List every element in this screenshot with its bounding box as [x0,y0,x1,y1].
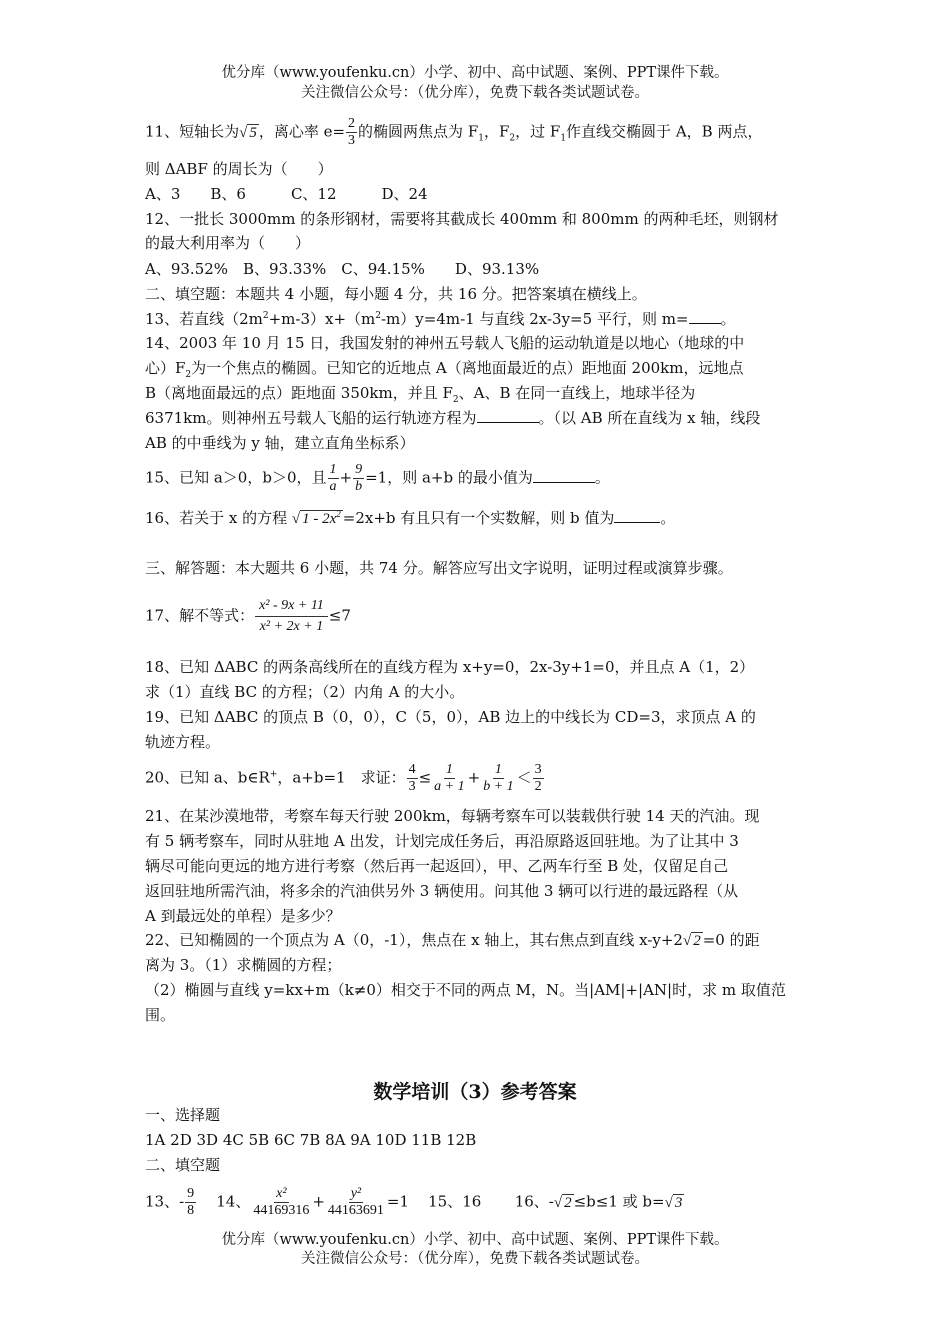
fraction-1-a1: $\frac{1}{a + 1}$ [434,762,465,794]
question-21-line-1: 21、在某沙漠地带，考察车每天行驶 200km，每辆考察车可以装载供行驶 14 天的汽油。现 [145,807,760,825]
question-14-line-2: 心）$F_2$为一个焦点的椭圆。已知它的近地点 A（离地面最近的点）距地面 200km，远地点 [145,359,744,380]
question-22-line-2: 离为 3。（1）求椭圆的方程； [145,956,342,974]
fraction-x2: $\frac{\text{x²}}{44169316}$ [253,1186,310,1218]
footer-line-2: 关注微信公众号：（优分库），免费下载各类试题试卷。 [301,1251,649,1267]
fraction-1-b1: $\frac{1}{b + 1}$ [483,762,514,794]
answers-choices: 1A 2D 3D 4C 5B 6C 7B 8A 9A 10D 11B 12B [145,1131,477,1149]
header-line-1: 优分库（www.youfenku.cn）小学、初中、高中试题、案例、PPT课件下载。 [221,65,729,81]
question-21-line-2: 有 5 辆考察车，同时从驻地 A 出发，计划完成任务后，再沿原路返回驻地。为了让其中 3 [145,832,739,850]
header-line-2: 关注微信公众号：（优分库），免费下载各类试题试卷。 [301,85,649,101]
sqrt-2-answer: √ 2 [553,1194,572,1211]
question-14-line-3: B（离地面最远的点）距地面 350km，并且 $F_2$、A、B 在同一直线上，地球半径为 [145,384,696,405]
answer-blank [614,508,660,523]
footer-line-1: 优分库（www.youfenku.cn）小学、初中、高中试题、案例、PPT课件下载。 [221,1232,729,1248]
fraction-1-a: $\frac{1}{a}$ [329,462,337,494]
question-18-line-2: 求（1）直线 BC 的方程；（2）内角 A 的大小。 [145,683,465,701]
question-11-line-2: 则 ΔABF 的周长为（ ） [145,160,333,178]
question-22-line-4: 围。 [145,1006,176,1024]
answers-fill-in: 13、- $\frac{9}{8}$ 14、 $\frac{\text{x²}}{44169316}$ + $\frac{\text{y²}}{44163691}$ =1 15、16 16、-√ 2 ≤b≤1 或 b=√ 3 [145,1186,683,1218]
fraction-9-b: $\frac{9}{b}$ [355,462,363,494]
answer-blank [689,309,721,324]
question-22-line-3: （2）椭圆与直线 y=kx+m（k≠0）相交于不同的两点 M，N。当|AM|+|AN|时，求 m 取值范 [145,981,786,999]
fraction-4-3: $\frac{4}{3}$ [408,762,416,794]
answers-section-2: 二、填空题 [145,1156,221,1174]
question-21-line-3: 辆尽可能向更远的地方进行考察（然后再一起返回），甲、乙两车行至 B 处，仅留足自己 [145,857,729,875]
question-12-line-2: 的最大利用率为（ ） [145,234,311,252]
fraction-2-3: $\frac{2}{3}$ [348,116,356,148]
rational-expression: $\frac{\text{x² - 9x + 11}}{\text{x² + 2x + 1}}$ [255,596,328,637]
question-12-options: A、93.52% B、93.33% C、94.15% D、93.13% [145,260,540,278]
question-18-line-1: 18、已知 ΔABC 的两条高线所在的直线方程为 x+y=0，2x-3y+1=0，并且点 A（1，2） [145,658,755,676]
fraction-y2: $\frac{\text{y²}}{44163691}$ [327,1186,384,1218]
question-21-line-4: 返回驻地所需汽油，将多余的汽油供另外 3 辆使用。问其他 3 辆可以行进的最远路程（从 [145,882,739,900]
question-11-line-1: 11、短轴长为√ 5 ，离心率 e= $\frac{2}{3}$ 的椭圆两焦点为 $F_1$，$F_2$，过 $F_1$作直线交椭圆于 A，B 两点， [145,116,763,148]
question-14-line-5: AB 的中垂线为 y 轴，建立直角坐标系） [145,434,415,452]
question-19-line-2: 轨迹方程。 [145,733,221,751]
question-21-line-5: A 到最远处的单程）是多少？ [145,907,341,925]
sqrt-3-answer: √ 3 [664,1194,683,1211]
section-3-heading: 三、解答题：本大题共 6 小题，共 74 分。解答应写出文字说明，证明过程或演算步骤。 [145,559,733,577]
question-14-line-1: 14、2003 年 10 月 15 日，我国发射的神州五号载人飞船的运动轨道是以地心（地球的中 [145,334,745,352]
question-20: 20、已知 a、b∈R+，a+b=1 求证： $\frac{4}{3}$ ≤ $\frac{1}{a + 1}$ + $\frac{1}{b + 1}$ ＜ $\frac{3}{2}$ [145,762,542,794]
question-17: 17、解不等式： $\frac{\text{x² - 9x + 11}}{\text{x² + 2x + 1}}$ ≤7 [145,596,351,637]
sqrt-expression: √ $1 - 2x^2$ [291,509,341,527]
question-15: 15、已知 a＞0，b＞0，且 $\frac{1}{a}$ + $\frac{9}{b}$ =1，则 a+b 的最小值为 。 [145,462,610,494]
question-14-line-4: 6371km。则神州五号载人飞船的运行轨迹方程为 。（以 AB 所在直线为 x 轴，线段 [145,409,761,427]
sqrt-5: √ 5 [239,124,257,141]
fraction-9-8: $\frac{9}{8}$ [187,1186,195,1218]
fraction-3-2: $\frac{3}{2}$ [534,762,542,794]
question-11-options: A、3 B、6 C、12 D、24 [145,185,428,203]
answer-blank [477,408,539,423]
sqrt-2: √ 2 [682,933,701,949]
question-22-line-1: 22、已知椭圆的一个顶点为 A（0，-1），焦点在 x 轴上，其右焦点到直线 x-y+2√ 2 =0 的距 [145,929,760,952]
answers-section-1: 一、选择题 [145,1106,221,1124]
question-16: 16、若关于 x 的方程 √ $1 - 2x^2 =2x+b$ 有且只有一个实数解，则 b 值为 。 [145,507,675,530]
question-12-line-1: 12、一批长 3000mm 的条形钢材，需要将其截成长 400mm 和 800mm 的两种毛坯，则钢材 [145,210,779,228]
question-19-line-1: 19、已知 ΔABC 的顶点 B（0，0），C（5，0），AB 边上的中线长为 CD=3，求顶点 A 的 [145,708,756,726]
question-13: 13、若直线$(2m^2+m-3)x+(m^2-m)y=4m-1$ 与直线 2x-3y=5 平行，则 m= 。 [145,310,736,328]
answer-blank [533,468,595,483]
section-2-heading: 二、填空题：本题共 4 小题，每小题 4 分，共 16 分。把答案填在横线上。 [145,285,647,303]
answers-title: 数学培训（3）参考答案 [373,1081,577,1103]
